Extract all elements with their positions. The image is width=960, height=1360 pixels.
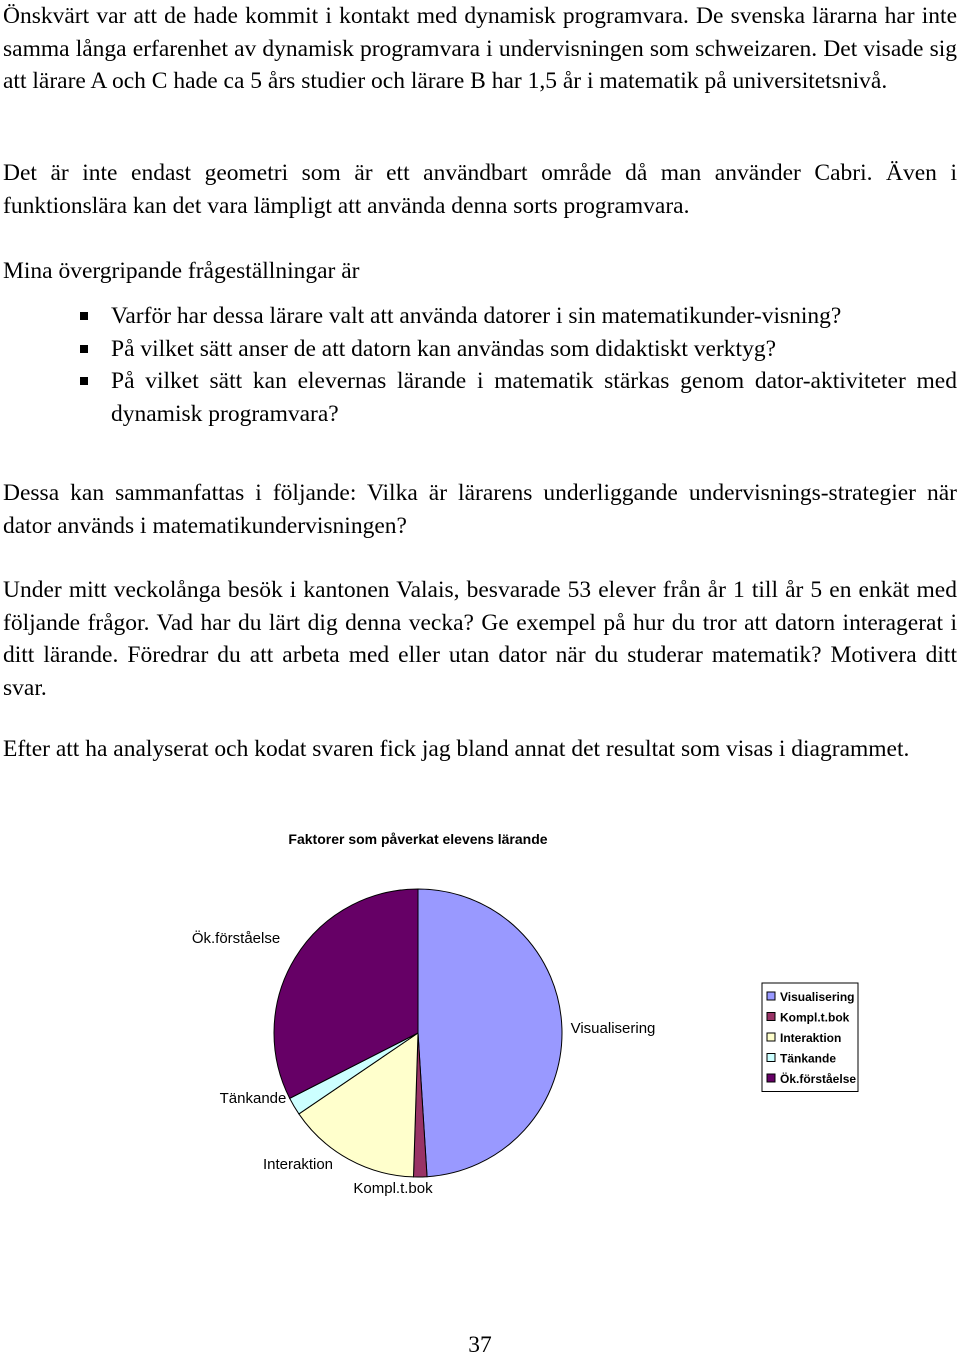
paragraph-teachers-background: Önskvärt var att de hade kommit i kontakt med dynamisk programvara. De svenska lärarna har inte samma långa erfarenhet av dynamisk programvara i undervisningen som schweizaren. Det visade sig att lärare A och C hade ca 5 års studier och lärare B har 1,5 år i matematik på universitetsnivå. (3, 3, 957, 94)
slice-label: Ök.förståelse (191, 930, 281, 947)
list-item (3, 300, 957, 333)
legend-swatch (767, 1033, 775, 1041)
page-number: 37 (468, 1332, 492, 1358)
pie-chart (0, 820, 960, 1240)
paragraph-summary-question: Dessa kan sammanfattas i följande: Vilka är lärarens underliggande undervisnings-strategier när dator används i matematikundervisningen? (3, 480, 957, 539)
slice-label: Visualisering (570, 1020, 656, 1037)
paragraph-results: Efter att ha analyserat och kodat svaren fick jag bland annat det resultat som visas i diagrammet. (3, 736, 910, 762)
pie-slices (274, 889, 562, 1177)
square-bullet-icon (80, 312, 88, 320)
research-questions-list (3, 300, 957, 430)
paragraph-survey: Under mitt veckolånga besök i kantonen Valais, besvarade 53 elever från år 1 till år 5 en enkät med följande frågor. Vad har du lärt dig denna vecka? Ge exempel på hur du tror att datorn interagerat i ditt lärande. Föredrar du att arbeta med eller utan dator när du studerar matematik? Motivera ditt svar. (3, 577, 957, 701)
chart-legend (762, 983, 858, 1092)
legend-swatch (767, 1074, 775, 1082)
square-bullet-icon (80, 377, 88, 385)
slice-label: Interaktion (262, 1156, 334, 1173)
list-item-text: På vilket sätt kan elevernas lärande i matematik stärkas genom dator-aktiviteter med dynamisk programvara? (111, 368, 957, 427)
legend-label: Visualisering (780, 990, 855, 1004)
legend-label: Interaktion (780, 1031, 842, 1045)
list-item-text: På vilket sätt anser de att datorn kan användas som didaktiskt verktyg? (111, 335, 777, 362)
square-bullet-icon (80, 345, 88, 353)
legend-label: Ök.förståelse (780, 1072, 857, 1086)
paragraph-research-questions-intro: Mina övergripande frågeställningar är (3, 258, 360, 284)
list-item (3, 365, 957, 430)
legend-swatch (767, 992, 775, 1000)
paragraph-function-theory: Det är inte endast geometri som är ett användbart område då man använder Cabri. Även i funktionslära kan det vara lämpligt att använda denna sorts programvara. (3, 160, 957, 219)
legend-swatch (767, 1054, 775, 1062)
chart-title: Faktorer som påverkat elevens lärande (288, 831, 548, 847)
list-item-text: Varför har dessa lärare valt att använda datorer i sin matematikunder-visning? (111, 303, 842, 329)
slice-label: Kompl.t.bok (353, 1180, 433, 1197)
slice-label: Tänkande (219, 1090, 287, 1107)
legend-label: Kompl.t.bok (780, 1010, 850, 1025)
legend-label: Tänkande (780, 1051, 837, 1066)
legend-swatch (767, 1013, 775, 1021)
list-item (3, 333, 957, 366)
pie-slice-visualisering (418, 889, 562, 1177)
